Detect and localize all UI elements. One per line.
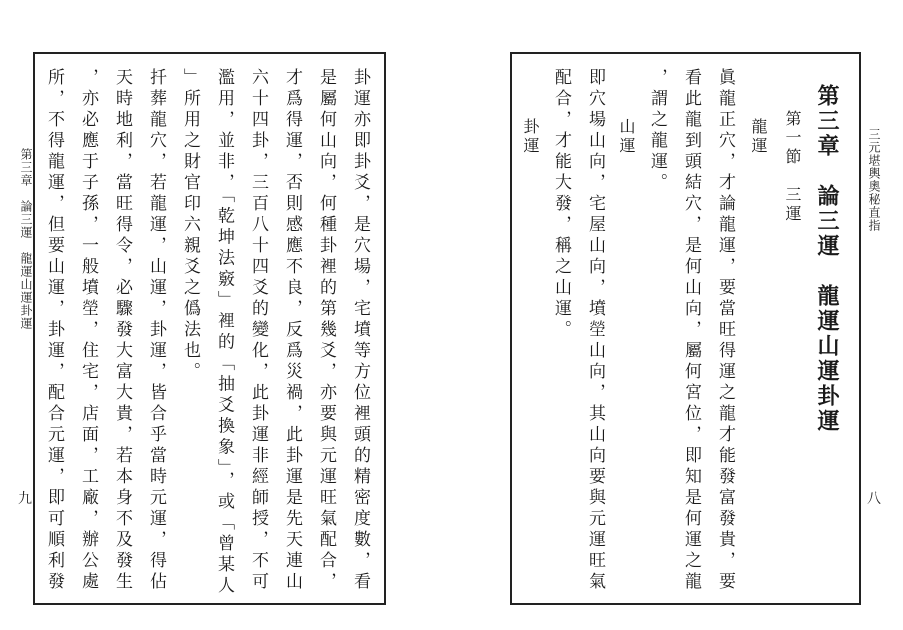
right-column-2: 看此龍到頭結穴，是何山向，屬何宮位，即知是何運之龍 <box>681 68 701 593</box>
heading-dragon-luck: 龍運 <box>749 118 768 156</box>
left-page <box>33 52 386 605</box>
left-column-1: 卦運亦即卦爻，是穴場，宅墳等方位裡頭的精密度數，看 <box>350 68 370 593</box>
right-column-1: 眞龍正穴，才論龍運，要當旺得運之龍才能發富發貴，要 <box>715 68 735 593</box>
left-column-2: 是屬何山向，何種卦裡的第幾爻，亦要與元運旺氣配合， <box>316 68 336 593</box>
left-column-6: 」所用之財官印六親爻之僞法也。 <box>180 68 200 383</box>
section-title: 第一節 三運 <box>783 110 802 224</box>
heading-mountain-luck: 山運 <box>617 118 636 156</box>
left-column-4: 六十四卦，三百八十四爻的變化，此卦運非經師授，不可 <box>248 68 268 593</box>
left-column-9: ，亦必應于子孫，一般墳塋，住宅，店面，工廠，辦公處 <box>78 68 98 593</box>
chapter-title: 第三章 論三運 龍運山運卦運 <box>814 84 839 434</box>
right-page <box>510 52 861 605</box>
left-column-8: 天時地利，當旺得令，必驟發大富大貴，若本身不及發生 <box>112 68 132 593</box>
heading-trigram-luck: 卦運 <box>521 118 540 156</box>
right-column-4: 即穴場山向，宅屋山向，墳塋山向，其山向要與元運旺氣 <box>585 68 605 593</box>
right-page-number: 八 <box>867 491 881 507</box>
left-page-number: 九 <box>18 491 32 507</box>
left-column-3: 才爲得運，否則感應不良，反爲災禍，此卦運是先天連山 <box>282 68 302 593</box>
left-column-7: 扦葬龍穴，若龍運，山運，卦運，皆合乎當時元運，得佔 <box>146 68 166 593</box>
left-column-5: 濫用，並非，「乾坤法竅」裡的「抽爻換象」，或「曾某人 <box>214 68 234 597</box>
left-margin-header: 第三章 論三運 龍運山運卦運 <box>19 148 33 330</box>
right-column-3: ，謂之龍運。 <box>647 68 667 194</box>
right-column-5: 配合，才能大發，稱之山運。 <box>551 68 571 341</box>
right-margin-header: 三元堪輿奧秘直指 <box>867 128 881 232</box>
left-column-10: 所，不得龍運，但要山運，卦運，配合元運，即可順利發 <box>44 68 64 593</box>
